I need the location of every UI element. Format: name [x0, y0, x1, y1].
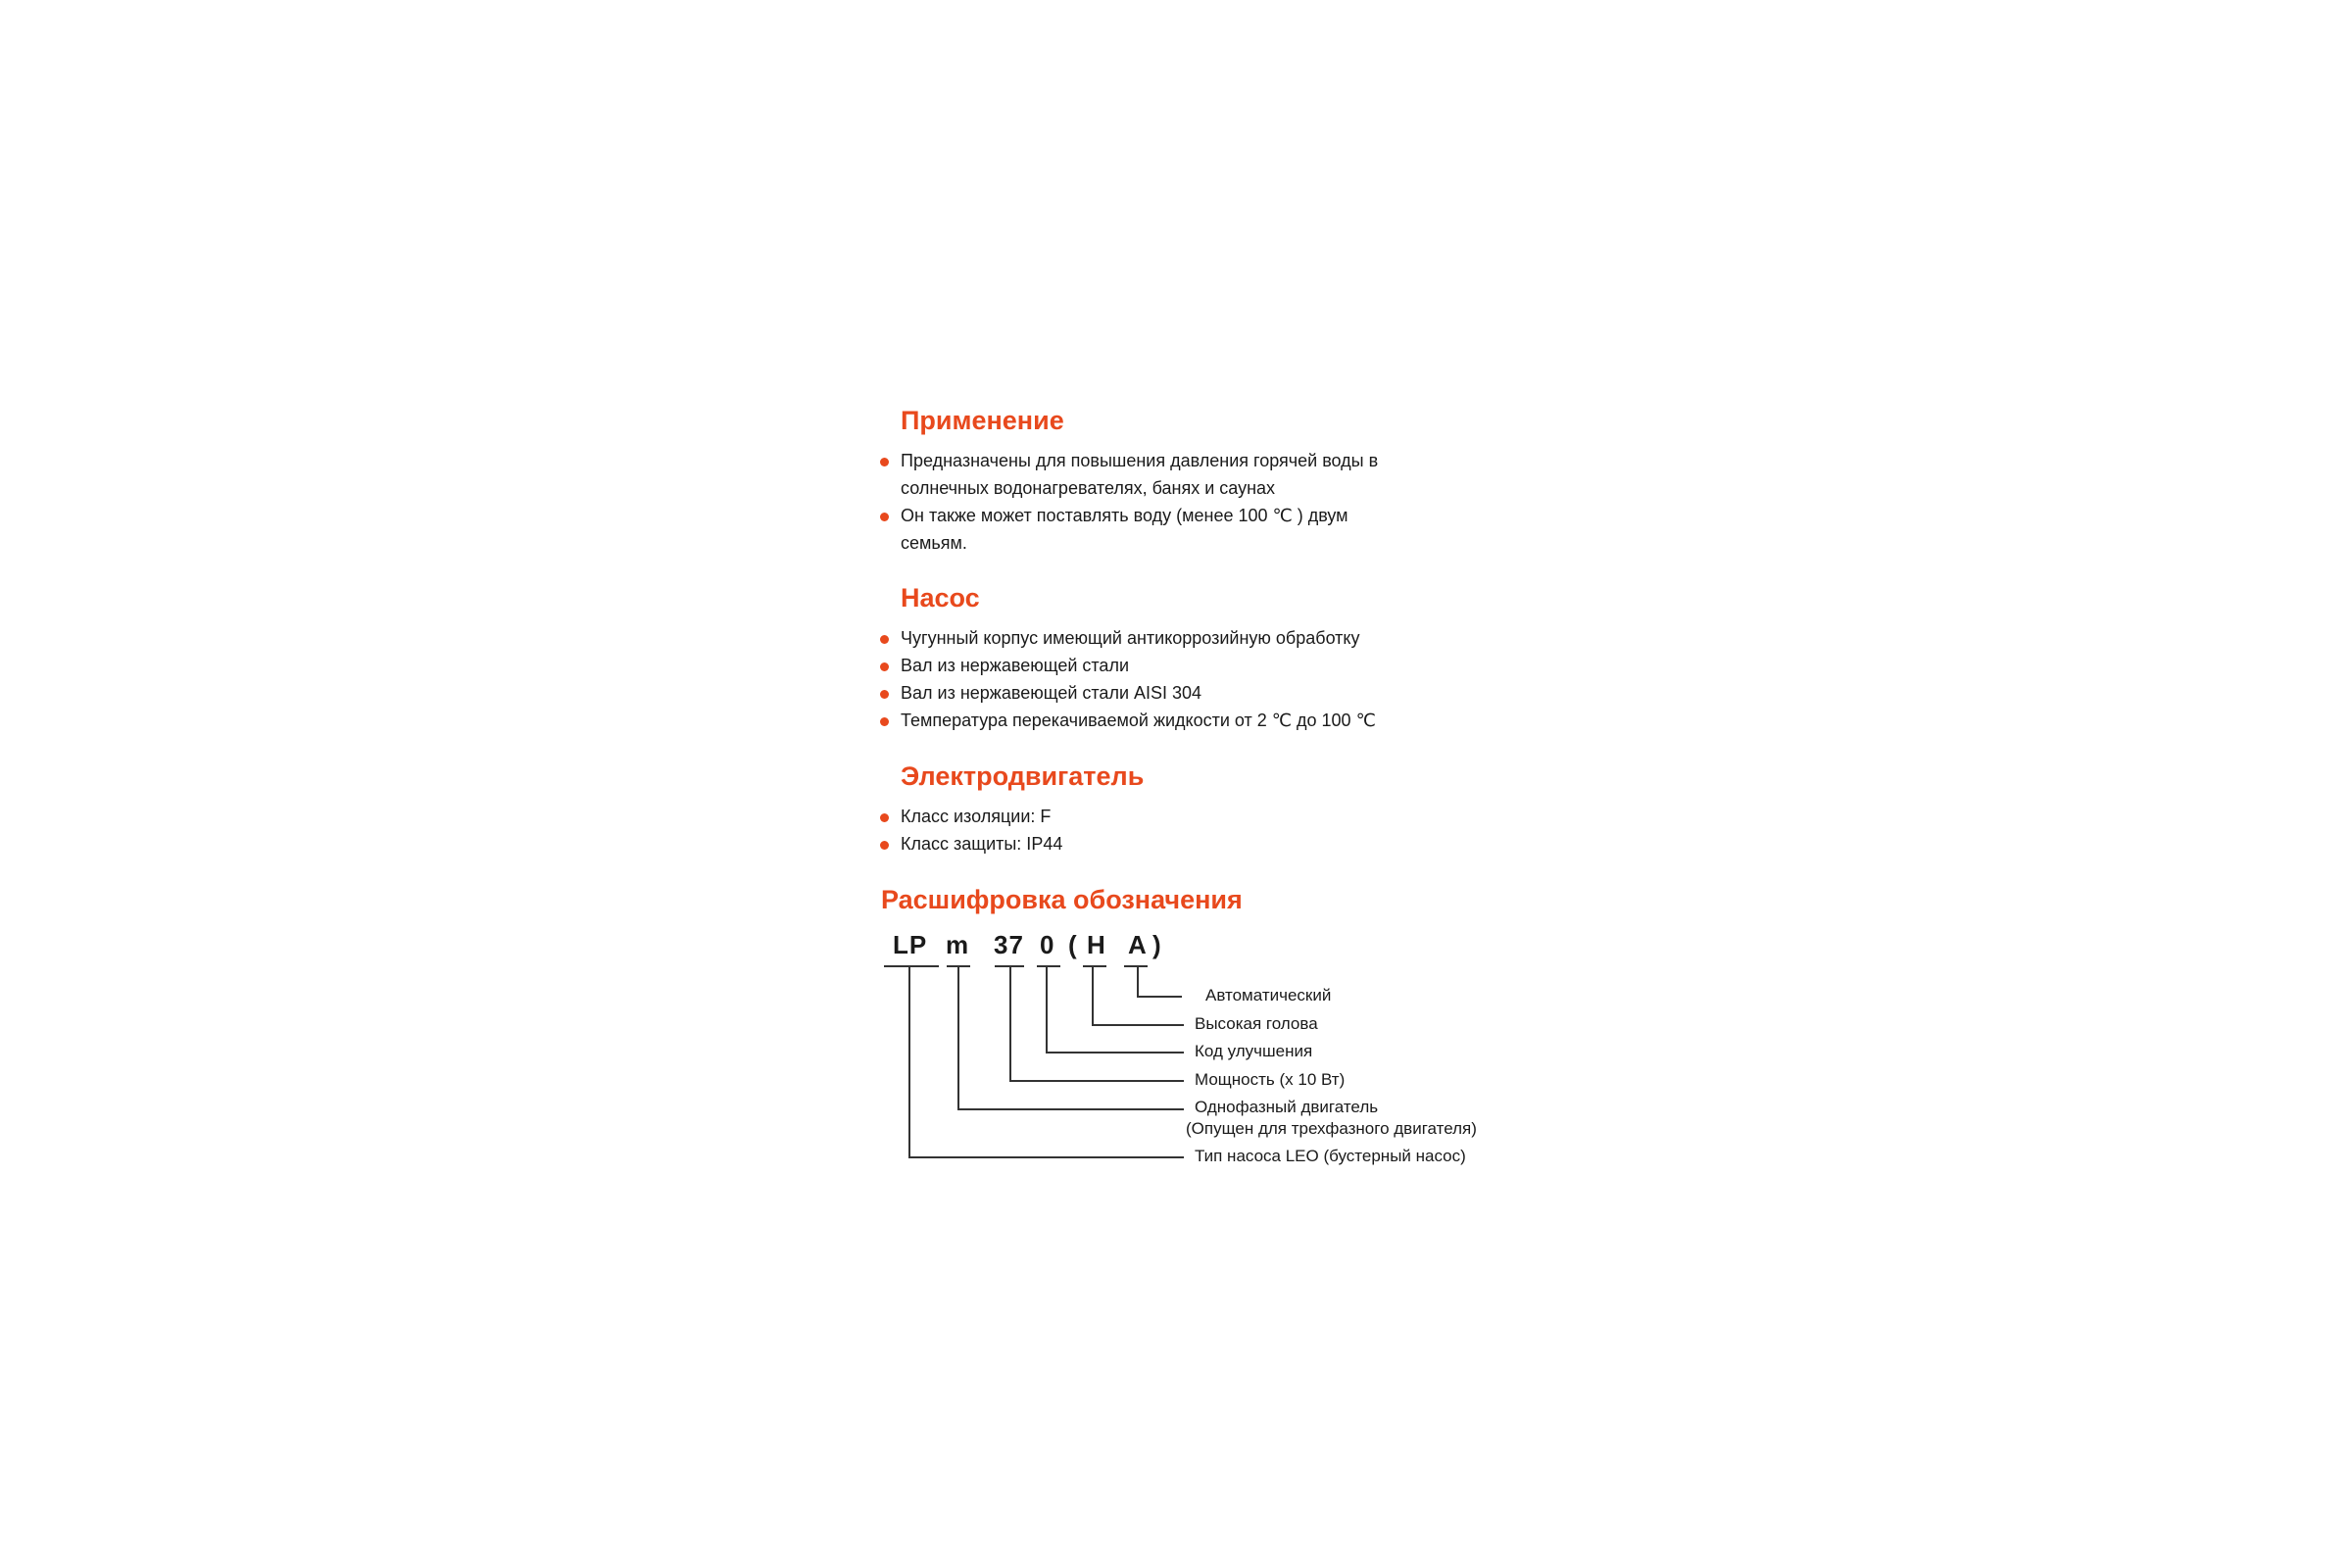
connector-a-vertical: [1137, 965, 1139, 997]
bullet-icon: [880, 690, 889, 699]
decode-label-improvement-code: Код улучшения: [1195, 1042, 1313, 1060]
motor-item-1: Класс изоляции: F: [901, 807, 1052, 826]
connector-0-horizontal: [1046, 1052, 1184, 1054]
connector-h-horizontal: [1092, 1024, 1184, 1026]
application-item-1-line-2: солнечных водонагревателях, банях и саунах: [901, 478, 1276, 498]
decode-label-single-phase: Однофазный двигатель: [1195, 1098, 1379, 1116]
connector-0-vertical: [1046, 965, 1048, 1053]
connector-37-vertical: [1009, 965, 1011, 1081]
code-part-lp: LP: [893, 930, 928, 959]
decode-label-pump-type: Тип насоса LEO (бустерный насос): [1195, 1147, 1466, 1165]
underline-h: [1083, 965, 1106, 967]
bullet-icon: [880, 662, 889, 671]
code-paren-open: (: [1068, 930, 1078, 959]
code-part-m: m: [946, 930, 970, 959]
connector-m-horizontal: [957, 1108, 1184, 1110]
bullet-icon: [880, 813, 889, 822]
code-part-a: A: [1128, 930, 1148, 959]
pump-item-2: Вал из нержавеющей стали: [901, 656, 1129, 675]
bullet-icon: [880, 717, 889, 726]
motor-heading: Электродвигатель: [901, 761, 1145, 791]
connector-a-horizontal: [1137, 996, 1182, 998]
decode-label-automatic: Автоматический: [1205, 986, 1332, 1004]
connector-37-horizontal: [1009, 1080, 1184, 1082]
underline-0: [1037, 965, 1060, 967]
pump-item-4: Температура перекачиваемой жидкости от 2 ℃ до 100 ℃: [901, 710, 1376, 730]
decode-label-single-phase-note: (Опущен для трехфазного двигателя): [1186, 1119, 1477, 1138]
code-paren-close: ): [1152, 930, 1162, 959]
connector-m-vertical: [957, 965, 959, 1109]
pump-item-3: Вал из нержавеющей стали AISI 304: [901, 683, 1202, 703]
pump-heading: Насос: [901, 583, 980, 612]
application-item-1-line-1: Предназначены для повышения давления горячей воды в: [901, 451, 1379, 470]
motor-item-2: Класс защиты: IP44: [901, 834, 1063, 854]
code-part-0: 0: [1040, 930, 1055, 959]
application-item-2-line-1: Он также может поставлять воду (менее 100 ℃ ) двум: [901, 506, 1348, 525]
application-item-2-line-2: семьям.: [901, 533, 967, 553]
pump-item-1: Чугунный корпус имеющий антикоррозийную обработку: [901, 628, 1360, 648]
underline-a: [1124, 965, 1148, 967]
decode-heading: Расшифровка обозначения: [881, 885, 1243, 914]
code-part-37: 37: [994, 930, 1024, 959]
bullet-icon: [880, 841, 889, 850]
bullet-icon: [880, 635, 889, 644]
bullet-icon: [880, 513, 889, 521]
decode-label-power: Мощность (х 10 Вт): [1195, 1070, 1346, 1089]
application-heading: Применение: [901, 406, 1064, 435]
code-part-h: H: [1087, 930, 1106, 959]
connector-h-vertical: [1092, 965, 1094, 1025]
connector-lp-vertical: [908, 965, 910, 1157]
underline-lp: [884, 965, 939, 967]
decode-label-high-head: Высокая голова: [1195, 1014, 1318, 1033]
bullet-icon: [880, 458, 889, 466]
connector-lp-horizontal: [908, 1156, 1184, 1158]
